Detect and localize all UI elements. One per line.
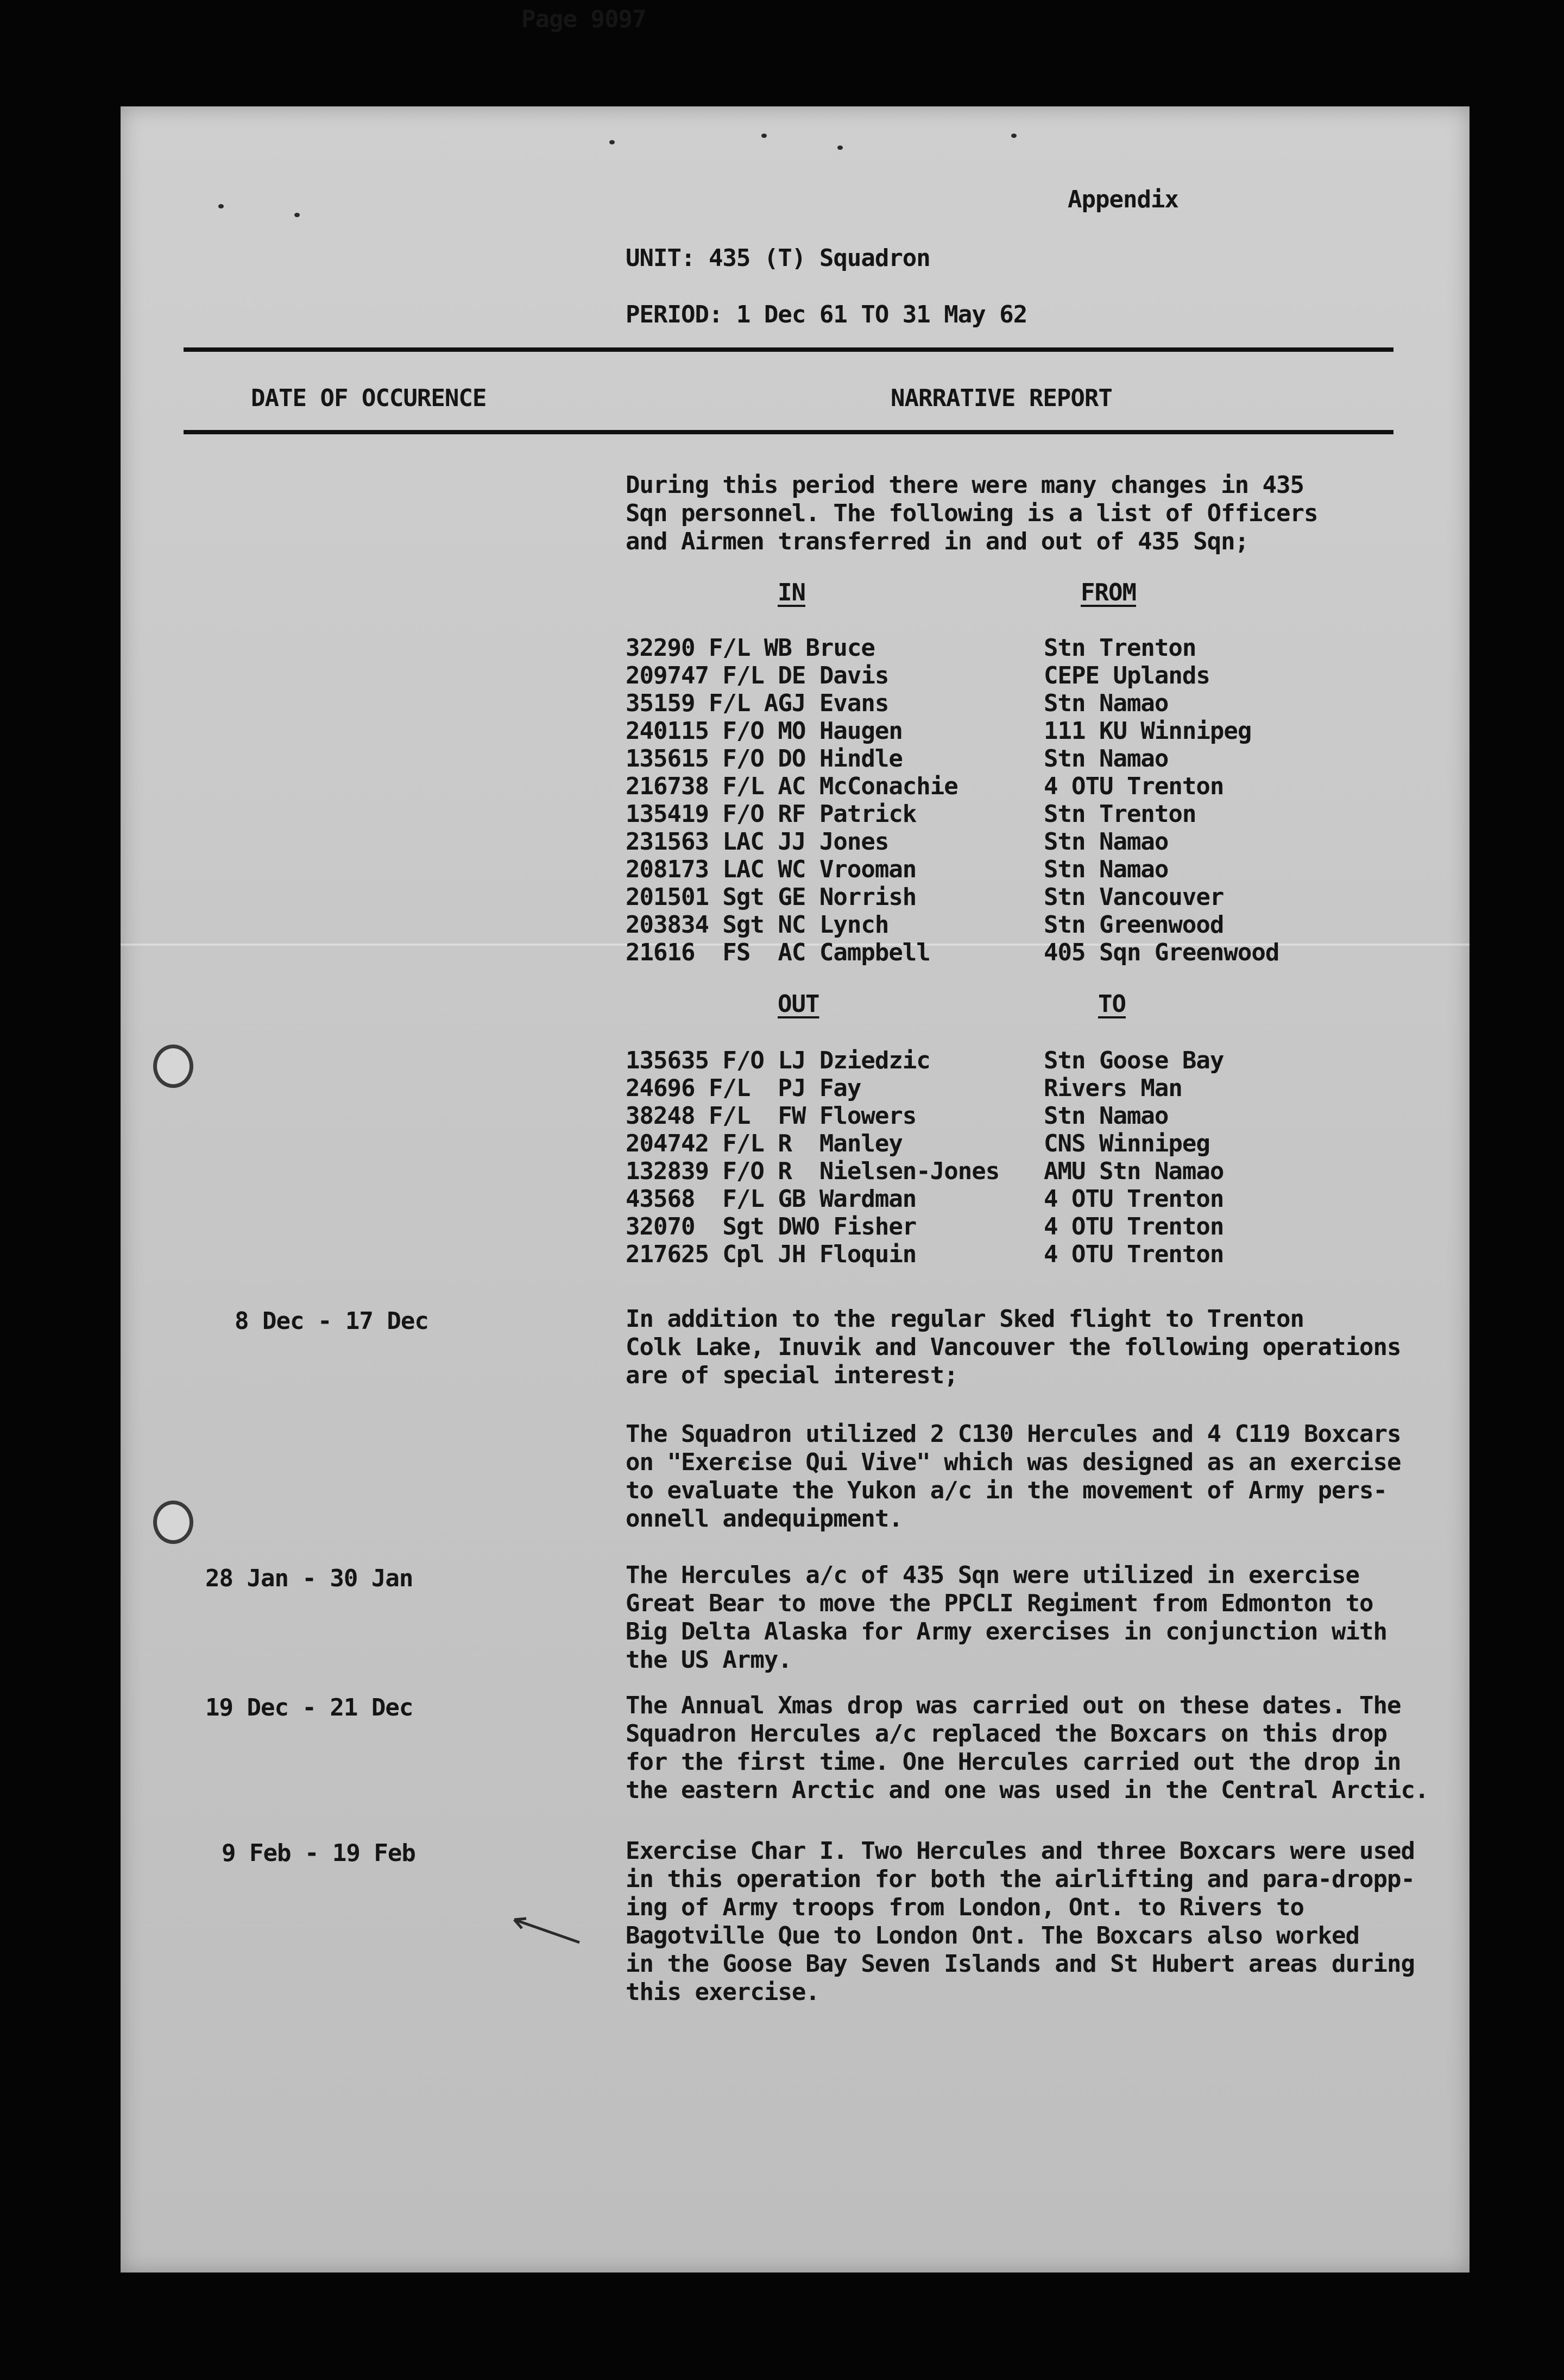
narrative-line: Big Delta Alaska for Army exercises in conjunction with [626,1618,1387,1645]
narrative-line: Great Bear to move the PPCLI Regiment from Edmonton to [626,1590,1373,1617]
in-row [626,773,1473,800]
out-name: 204742 F/L R Manley [626,1130,903,1157]
in-place: 111 KU Winnipeg [1044,717,1252,745]
from-header: FROM [1081,579,1136,606]
entry-narrative [626,1692,1429,1805]
out-row [626,1074,1473,1102]
entry-date: 19 Dec - 21 Dec [205,1694,413,1721]
narrative-line: this exercise. [626,1978,819,2006]
speck-mark [837,145,843,150]
in-row [626,689,1473,717]
out-row [626,1240,1473,1268]
in-place: Stn Greenwood [1044,911,1224,939]
in-row [626,662,1473,689]
in-name: 208173 LAC WC Vrooman [626,856,917,883]
intro-line: Sqn personnel. The following is a list of Officers [626,499,1318,527]
out-name: 24696 F/L PJ Fay [626,1074,861,1102]
report-column-header: NARRATIVE REPORT [891,384,1112,412]
out-place: Stn Namao [1044,1102,1169,1130]
in-place: Stn Namao [1044,745,1169,773]
speck-mark [294,213,300,217]
intro-paragraph [626,471,1397,556]
narrative-line: onnell andequipment. [626,1505,903,1533]
narrative-line: are of special interest; [626,1362,958,1389]
entry-date: 9 Feb - 19 Feb [222,1839,415,1867]
in-name: 240115 F/O MO Haugen [626,717,903,745]
header-rule [184,430,1393,434]
narrative-line: the US Army. [626,1646,792,1674]
speck-mark [609,140,615,144]
out-name: 38248 F/L FW Flowers [626,1102,917,1130]
out-place: 4 OTU Trenton [1044,1240,1224,1268]
in-row [626,717,1473,745]
in-place: CEPE Uplands [1044,662,1210,689]
period-line: PERIOD: 1 Dec 61 TO 31 May 62 [626,301,1027,328]
narrative-line: Bagotville Que to London Ont. The Boxcars also worked [626,1922,1359,1949]
in-name: 135419 F/O RF Patrick [626,800,917,828]
entry-narrative [626,1561,1397,1674]
narrative-line: ing of Army troops from London, Ont. to Rivers to [626,1894,1304,1921]
in-name: 209747 F/L DE Davis [626,662,889,689]
in-row [626,800,1473,828]
out-row [626,1213,1473,1240]
out-place: 4 OTU Trenton [1044,1213,1224,1240]
in-place: Stn Namao [1044,689,1169,717]
document-page [121,106,1470,2273]
punch-hole [153,1501,193,1544]
date-column-header: DATE OF OCCURENCE [251,384,487,412]
in-place: 405 Sqn Greenwood [1044,939,1279,966]
frame-label: Page 9097 [521,5,646,33]
narrative-line: in this operation for both the airlifting and para-dropp- [626,1865,1415,1893]
narrative-line: Colk Lake, Inuvik and Vancouver the following operations [626,1333,1401,1361]
in-row [626,828,1473,856]
in-row [626,939,1473,966]
intro-line: During this period there were many changes in 435 [626,471,1304,499]
punch-hole [153,1045,193,1088]
out-row [626,1185,1473,1213]
narrative-line: The Annual Xmas drop was carried out on these dates. The [626,1692,1401,1719]
in-row [626,745,1473,773]
in-row [626,911,1473,939]
narrative-line: Squadron Hercules a/c replaced the Boxcars on this drop [626,1720,1387,1748]
in-place: Stn Namao [1044,856,1169,883]
in-place: 4 OTU Trenton [1044,773,1224,800]
in-name: 203834 Sgt NC Lynch [626,911,889,939]
out-name: 32070 Sgt DWO Fisher [626,1213,917,1240]
out-name: 132839 F/O R Nielsen-Jones [626,1157,1000,1185]
entry-date: 8 Dec - 17 Dec [235,1307,428,1335]
arrow-mark-icon [509,1915,582,1948]
narrative-line: In addition to the regular Sked flight to Trenton [626,1305,1304,1333]
out-place: AMU Stn Namao [1044,1157,1224,1185]
out-place: 4 OTU Trenton [1044,1185,1224,1213]
in-name: 135615 F/O DO Hindle [626,745,903,773]
narrative-line: Exercise Char I. Two Hercules and three Boxcars were used [626,1837,1415,1865]
in-name: 35159 F/L AGJ Evans [626,689,889,717]
in-name: 216738 F/L AC McConachie [626,773,958,800]
in-row [626,856,1473,883]
entry-narrative [626,1305,1401,1390]
narrative-line: The Squadron utilized 2 C130 Hercules and 4 C119 Boxcars [626,1420,1401,1448]
narrative-line: in the Goose Bay Seven Islands and St Hubert areas during [626,1950,1415,1978]
in-place: Stn Trenton [1044,634,1196,662]
in-name: 32290 F/L WB Bruce [626,634,875,662]
out-name: 135635 F/O LJ Dziedzic [626,1047,930,1074]
entry-date: 28 Jan - 30 Jan [205,1565,413,1592]
out-row [626,1130,1473,1157]
speck-mark [218,204,224,208]
in-name: 231563 LAC JJ Jones [626,828,889,856]
speck-mark [761,134,767,138]
out-header: OUT [778,990,819,1018]
appendix-label: Appendix [1068,186,1178,213]
out-name: 217625 Cpl JH Floquin [626,1240,917,1268]
in-place: Stn Namao [1044,828,1169,856]
unit-line: UNIT: 435 (T) Squadron [626,244,930,272]
to-header: TO [1098,990,1126,1018]
out-place: CNS Winnipeg [1044,1130,1210,1157]
narrative-line: on "Exercise Qui Vive" which was designed as an exercise [626,1448,1401,1476]
in-name: 201501 Sgt GE Norrish [626,883,917,911]
narrative-line: The Hercules a/c of 435 Sqn were utilized in exercise [626,1561,1359,1589]
out-row [626,1157,1473,1185]
narrative-line: to evaluate the Yukon a/c in the movement of Army pers- [626,1477,1387,1504]
intro-line: and Airmen transferred in and out of 435 Sqn; [626,528,1249,555]
speck-mark [1011,134,1017,138]
narrative-line: the eastern Arctic and one was used in the Central Arctic. [626,1776,1429,1804]
entry-narrative [626,1420,1401,1533]
entry-narrative [626,1837,1415,2006]
out-row [626,1102,1473,1130]
in-row [626,883,1473,911]
in-row [626,634,1473,662]
out-place: Stn Goose Bay [1044,1047,1224,1074]
out-name: 43568 F/L GB Wardman [626,1185,917,1213]
top-rule [184,347,1393,352]
in-header: IN [778,579,805,606]
in-name: 21616 FS AC Campbell [626,939,930,966]
out-row [626,1047,1473,1074]
in-place: Stn Vancouver [1044,883,1224,911]
narrative-line: for the first time. One Hercules carried out the drop in [626,1748,1401,1776]
in-place: Stn Trenton [1044,800,1196,828]
out-place: Rivers Man [1044,1074,1182,1102]
